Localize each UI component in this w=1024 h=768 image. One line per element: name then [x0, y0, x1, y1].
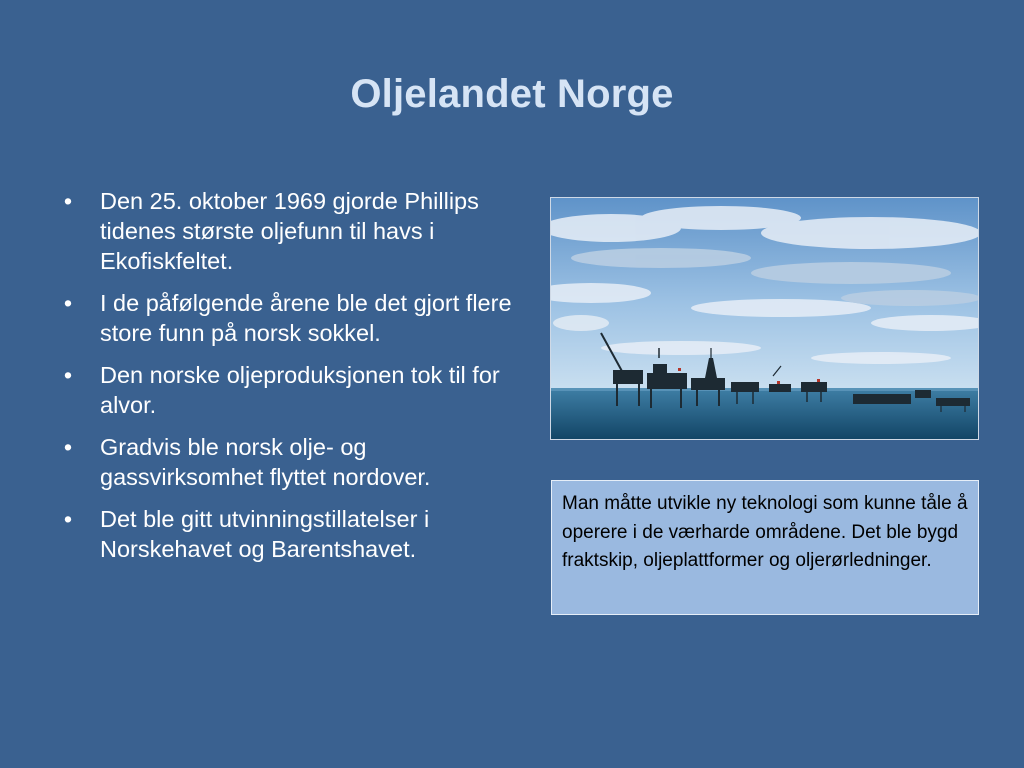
caption-box: Man måtte utvikle ny teknologi som kunne tåle å operere i de værharde områdene. Det ble bygd fraktskip, oljeplattformer og oljerørledninger. [551, 480, 979, 615]
bullet-text: Den norske oljeproduksjonen tok til for alvor. [100, 362, 500, 418]
bullet-item [58, 186, 528, 276]
bullet-dot: • [63, 290, 73, 316]
oil-platform-photo [550, 197, 979, 440]
bullet-text: Den 25. oktober 1969 gjorde Phillips tidenes største oljefunn til havs i Ekofiskfeltet. [100, 188, 479, 274]
bullet-list [58, 186, 528, 576]
bullet-dot: • [63, 434, 73, 460]
bullet-item [58, 504, 528, 564]
bullet-dot: • [63, 188, 73, 214]
oil-platform-illustration [551, 198, 978, 439]
bullet-item [58, 432, 528, 492]
bullet-text: Det ble gitt utvinningstillatelser i Norskehavet og Barentshavet. [100, 506, 430, 562]
bullet-text: Gradvis ble norsk olje- og gassvirksomhet flyttet nordover. [100, 434, 431, 490]
bullet-item [58, 360, 528, 420]
bullet-dot: • [63, 506, 73, 532]
bullet-dot: • [63, 362, 73, 388]
slide-title: Oljelandet Norge [350, 72, 674, 116]
bullet-text: I de påfølgende årene ble det gjort flere store funn på norsk sokkel. [100, 290, 512, 346]
bullet-item [58, 288, 528, 348]
